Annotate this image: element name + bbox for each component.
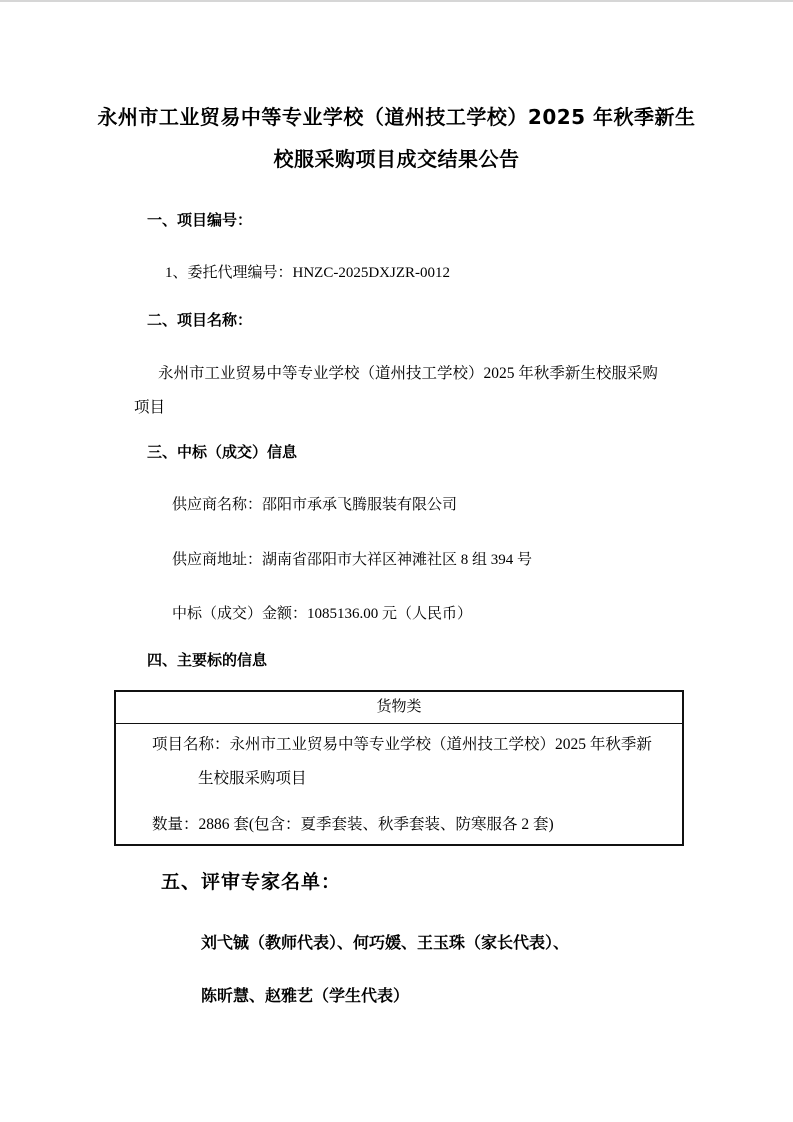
goods-table [114, 690, 684, 846]
goods-table-quantity-row: 数量：2886 套(包含：夏季套装、秋季套装、防寒服各 2 套) [152, 816, 554, 833]
goods-table-body-cell [116, 724, 682, 844]
section-heading-project-number: 一、项目编号： [147, 211, 253, 229]
document-title-line-2: 校服采购项目成交结果公告 [273, 147, 520, 171]
document-title-line-1: 永州市工业贸易中等专业学校（道州技工学校）2025 年秋季新生 [97, 105, 696, 129]
section-heading-award-info: 三、中标（成交）信息 [147, 443, 298, 461]
supplier-name-line: 供应商名称：邵阳市承承飞腾服装有限公司 [172, 497, 458, 513]
agent-code-line: 1、委托代理编号：HNZC-2025DXJZR-0012 [165, 265, 450, 281]
page-top-edge-divider [0, 0, 793, 2]
section-heading-project-name: 二、项目名称： [147, 311, 253, 329]
expert-names-line-1: 刘弋铖（教师代表）、何巧媛、王玉珠（家长代表）、 [201, 933, 570, 952]
goods-table-header-cell: 货物类 [116, 692, 682, 724]
section-heading-expert-list: 五、评审专家名单： [161, 871, 342, 893]
supplier-address-line: 供应商地址：湖南省邵阳市大祥区神滩社区 8 组 394 号 [172, 552, 533, 568]
award-amount-line: 中标（成交）金额：1085136.00 元（人民币） [172, 606, 473, 622]
expert-names-line-2: 陈昕慧、赵雅艺（学生代表） [201, 986, 410, 1005]
document-title [0, 96, 793, 180]
project-name-paragraph: 永州市工业贸易中等专业学校（道州技工学校）2025 年秋季新生校服采购项目 [134, 365, 658, 416]
section-heading-main-subject-info: 四、主要标的信息 [147, 651, 268, 669]
goods-table-project-name-row: 项目名称：永州市工业贸易中等专业学校（道州技工学校）2025 年秋季新生校服采购项目 [152, 736, 652, 787]
